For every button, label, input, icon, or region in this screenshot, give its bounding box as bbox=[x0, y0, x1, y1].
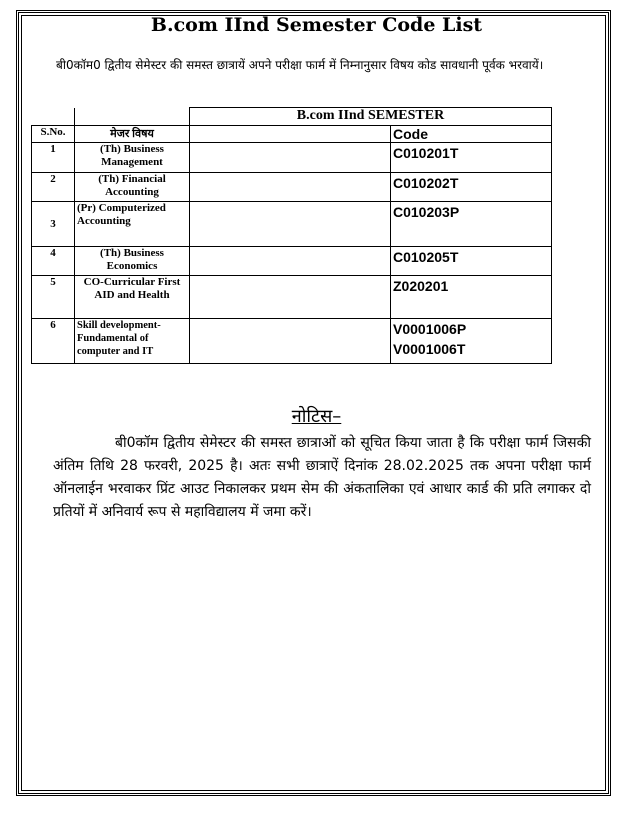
row-code bbox=[391, 247, 552, 276]
row-code bbox=[391, 202, 552, 247]
row-empty-cell bbox=[190, 202, 391, 247]
row-subject: (Th) Financial Accounting bbox=[75, 173, 190, 202]
row-sno: 3 bbox=[32, 202, 75, 247]
code-value-secondary: V0001006T bbox=[393, 341, 466, 357]
row-code bbox=[391, 143, 552, 173]
code-value: Z020201 bbox=[393, 278, 449, 294]
header-empty-cell bbox=[190, 126, 391, 143]
code-value: C010205T bbox=[393, 249, 459, 265]
page-title: B.com IInd Semester Code List bbox=[150, 14, 483, 36]
semester-header: B.com IInd SEMESTER bbox=[190, 108, 552, 126]
row-code bbox=[391, 319, 552, 364]
code-value: C010202T bbox=[393, 175, 459, 191]
row-code bbox=[391, 173, 552, 202]
table-row bbox=[32, 247, 552, 276]
col-header-code: Code bbox=[391, 126, 552, 143]
header-empty-cell bbox=[32, 108, 75, 126]
code-value: C010201T bbox=[393, 145, 459, 161]
row-subject: (Th) Business Economics bbox=[75, 247, 190, 276]
row-empty-cell bbox=[190, 319, 391, 364]
col-header-sno: S.No. bbox=[32, 126, 75, 143]
table-row bbox=[32, 319, 552, 364]
code-value: C010203P bbox=[393, 204, 460, 220]
table-row bbox=[32, 143, 552, 173]
row-empty-cell bbox=[190, 247, 391, 276]
row-subject: Skill development-Fundamental of computer and IT bbox=[75, 319, 190, 364]
row-empty-cell bbox=[190, 276, 391, 319]
row-subject: (Th) Business Management bbox=[75, 143, 190, 173]
table-row bbox=[32, 202, 552, 247]
row-sno: 1 bbox=[32, 143, 75, 173]
row-subject: (Pr) Computerized Accounting bbox=[75, 202, 190, 247]
col-header-subject: मेजर विषय bbox=[75, 126, 190, 143]
row-empty-cell bbox=[190, 173, 391, 202]
table-row bbox=[32, 173, 552, 202]
notice-heading: नोटिस– bbox=[291, 406, 342, 427]
header-empty-cell bbox=[75, 108, 190, 126]
table-header-row bbox=[32, 126, 552, 143]
table-header-row-semester bbox=[32, 108, 552, 126]
notice-body: बी0कॉम द्वितीय सेमेस्टर की समस्त छात्राओं को सूचित किया जाता है कि परीक्षा फार्म जिसकी अंतिम तिथि 28 फरवरी, 2025 है। अतः सभी छात्राऐं दिनांक 28.02.2025 तक अपना परीक्षा फार्म ऑनलाईन भरवाकर प्रिंट आउट निकालकर प्रथम सेम की अंकतालिका एवं आधार कार्ड की प्रति लगाकर दो प्रतियों में अनिवार्य रूप से महाविद्यालय में जमा करें। bbox=[53, 435, 591, 520]
code-value: V0001006P bbox=[393, 321, 467, 337]
row-code bbox=[391, 276, 552, 319]
table-row bbox=[32, 276, 552, 319]
intro-text: बी0कॉम0 द्वितीय सेमेस्टर की समस्त छात्रायें अपने परीक्षा फार्म में निम्नानुसार विषय कोड सावधानी पूर्वक भरवायें। bbox=[56, 58, 544, 72]
row-subject: CO-Curricular First AID and Health bbox=[75, 276, 190, 319]
row-sno: 6 bbox=[32, 319, 75, 364]
row-sno: 4 bbox=[32, 247, 75, 276]
row-sno: 2 bbox=[32, 173, 75, 202]
row-sno: 5 bbox=[32, 276, 75, 319]
row-empty-cell bbox=[190, 143, 391, 173]
code-table bbox=[31, 107, 552, 364]
